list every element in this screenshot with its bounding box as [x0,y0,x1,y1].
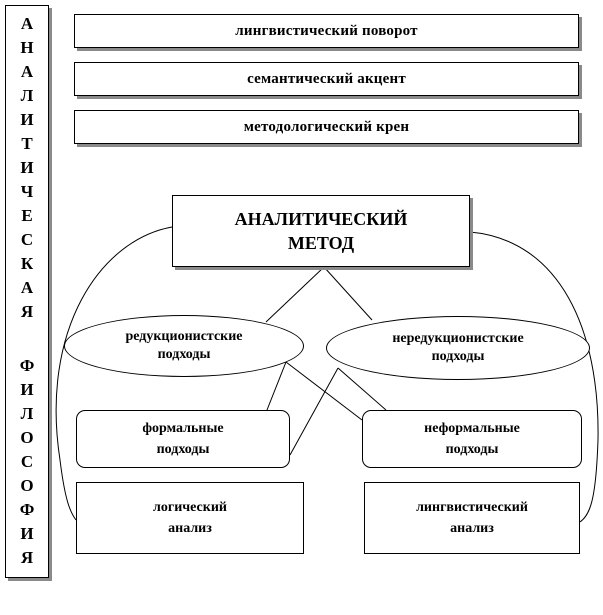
method-line2: МЕТОД [287,233,355,253]
side-letter: И [20,110,34,129]
formal-line2: подходы [156,442,210,457]
side-letter: Я [20,548,34,567]
side-letter: А [20,278,34,297]
side-letter: И [20,158,34,177]
side-letter: С [20,452,34,471]
side-letter: Л [20,404,34,423]
side-letter: Я [20,302,34,321]
linguistic-line2: анализ [450,521,494,536]
box-semantic-accent: семантический акцент [74,62,579,96]
side-letter: О [20,428,34,447]
box-methodological-tilt: методологический крен [74,110,579,144]
side-letter: О [20,476,34,495]
side-letter: Е [21,206,33,225]
informal-line2: подходы [445,442,499,457]
box-linguistic-analysis [364,482,580,554]
formal-line1: формальные [142,421,224,436]
linguistic-line1: лингвистический [416,500,528,515]
method-line1: АНАЛИТИЧЕСКИЙ [234,209,408,229]
nonreductionist-line2: подходы [431,349,485,364]
side-letter: Ф [19,356,35,375]
nonreductionist-line1: нередукционистские [392,331,524,346]
side-letter: И [20,524,34,543]
side-letter: И [20,380,34,399]
logical-line1: логический [153,500,227,515]
ellipse-reductionist-approaches [64,315,304,377]
side-letter: Ф [19,500,35,519]
box-linguistic-turn: лингвистический поворот [74,14,579,48]
side-letter: К [20,254,34,273]
box-logical-analysis [76,482,304,554]
box-formal-approaches [76,410,290,468]
informal-line1: неформальные [424,421,520,436]
side-letter: Л [20,86,34,105]
box-analytic-method [172,195,470,267]
side-letter: Н [20,38,34,57]
side-letter: Ч [20,182,34,201]
side-letter: А [20,14,34,33]
logical-line2: анализ [168,521,212,536]
side-letter: А [20,62,34,81]
ellipse-nonreductionist-approaches [326,316,590,380]
reductionist-line1: редукционистские [125,329,243,344]
side-letter: Т [21,134,33,153]
box-informal-approaches [362,410,582,468]
reductionist-line2: подходы [157,347,211,362]
side-letter: С [20,230,34,249]
